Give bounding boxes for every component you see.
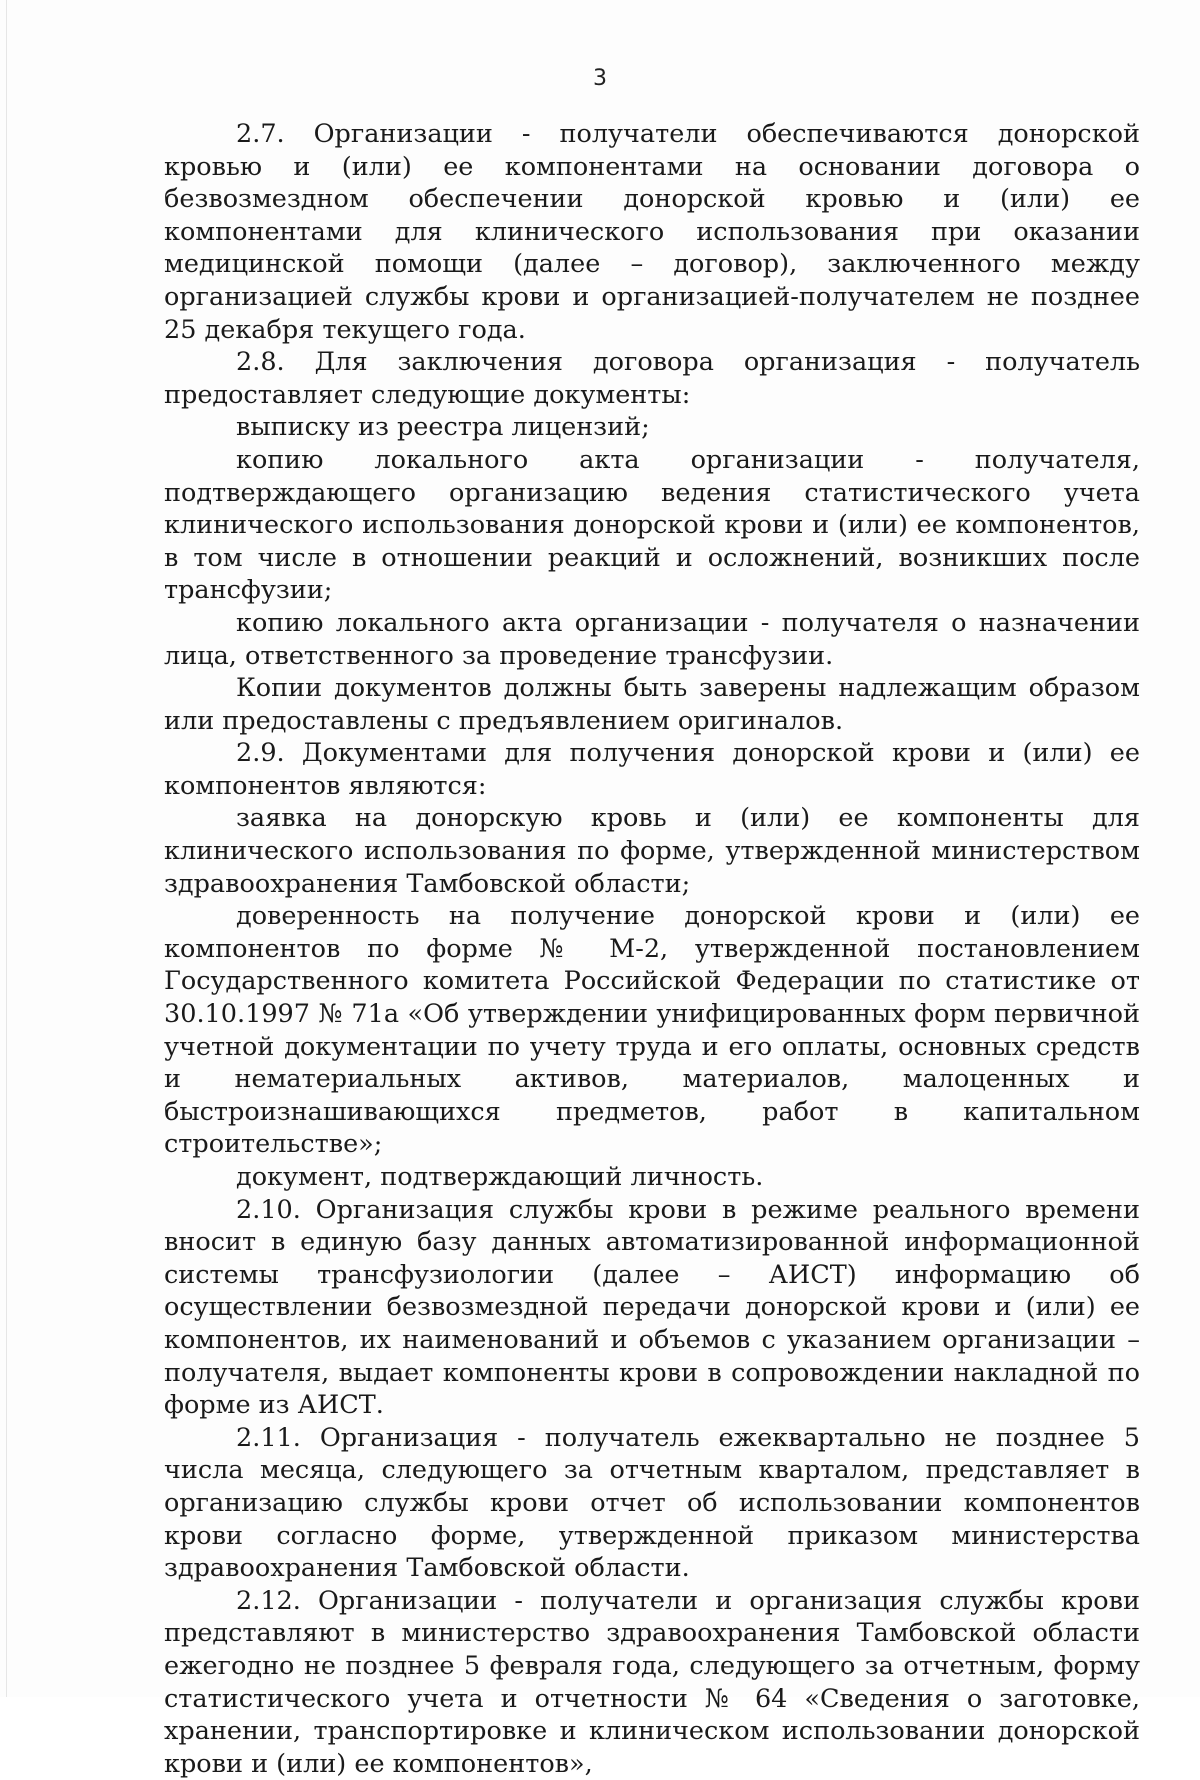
list-item-request-form: заявка на донорскую кровь и (или) ее компоненты для клинического использования по форме, утвержденной министерством здравоохранения Тамбовской области;: [164, 803, 1140, 899]
scan-edge-line: [6, 0, 7, 1697]
list-item-local-act-statistics: копию локального акта организации - получателя, подтверждающего организацию ведения статистического учета клинического использования донорской крови и (или) ее компонентов, в том числе в отношении реакций и осложнений, возникших после трансфузии;: [164, 444, 1140, 606]
document-body: [164, 118, 1140, 1780]
list-item-identity-document: документ, подтверждающий личность.: [236, 1162, 764, 1192]
paragraph-2-9: 2.9. Документами для получения донорской крови и (или) ее компонентов являются:: [164, 738, 1140, 801]
paragraph-copies-certification: Копии документов должны быть заверены надлежащим образом или предоставлены с предъявлением оригиналов.: [164, 673, 1140, 736]
page-number: 3: [593, 66, 607, 91]
list-item-power-of-attorney: доверенность на получение донорской крови и (или) ее компонентов по форме № М-2, утвержденной постановлением Государственного комитета Российской Федерации по статистике от 30.10.1997 № 71а «Об утверждении унифицированных форм первичной учетной документации по учету труда и его оплаты, основных средств и нематериальных активов, материалов, малоценных и быстроизнашивающихся предметов, работ в капитальном строительстве»;: [164, 901, 1140, 1160]
list-item-license-extract: выписку из реестра лицензий;: [236, 412, 650, 443]
paragraph-2-10: 2.10. Организация службы крови в режиме реального времени вносит в единую базу данных автоматизированной информационной системы трансфузиологии (далее – АИСТ) информацию об осуществлении безвозмездной передачи донорской крови и (или) ее компонентов, их наименований и объемов с указанием организации – получателя, выдает компоненты крови в сопровождении накладной по форме из АИСТ.: [164, 1194, 1140, 1421]
list-item-local-act-responsible: копию локального акта организации - получателя о назначении лица, ответственного за проведение трансфузии.: [164, 607, 1140, 671]
paragraph-2-11: 2.11. Организация - получатель ежеквартально не позднее 5 числа месяца, следующего за отчетным кварталом, представляет в организацию службы крови отчет об использовании компонентов крови согласно форме, утвержденной приказом министерства здравоохранения Тамбовской области.: [164, 1422, 1140, 1584]
paragraph-2-12: 2.12. Организации - получатели и организация службы крови представляют в министерство здравоохранения Тамбовской области ежегодно не позднее 5 февраля года, следующего за отчетным, форму статистического учета и отчетности № 64 «Сведения о заготовке, хранении, транспортировке и клиническом использовании донорской крови и (или) ее компонентов»,: [164, 1585, 1140, 1779]
paragraph-2-7: 2.7. Организации - получатели обеспечиваются донорской кровью и (или) ее компонентами на основании договора о безвозмездном обеспечении донорской кровью и (или) ее компонентами для клинического использования при оказании медицинской помощи (далее – договор), заключенного между организацией службы крови и организацией-получателем не позднее 25 декабря текущего года.: [164, 119, 1140, 345]
paragraph-2-8: 2.8. Для заключения договора организация - получатель предоставляет следующие документы:: [164, 347, 1140, 410]
